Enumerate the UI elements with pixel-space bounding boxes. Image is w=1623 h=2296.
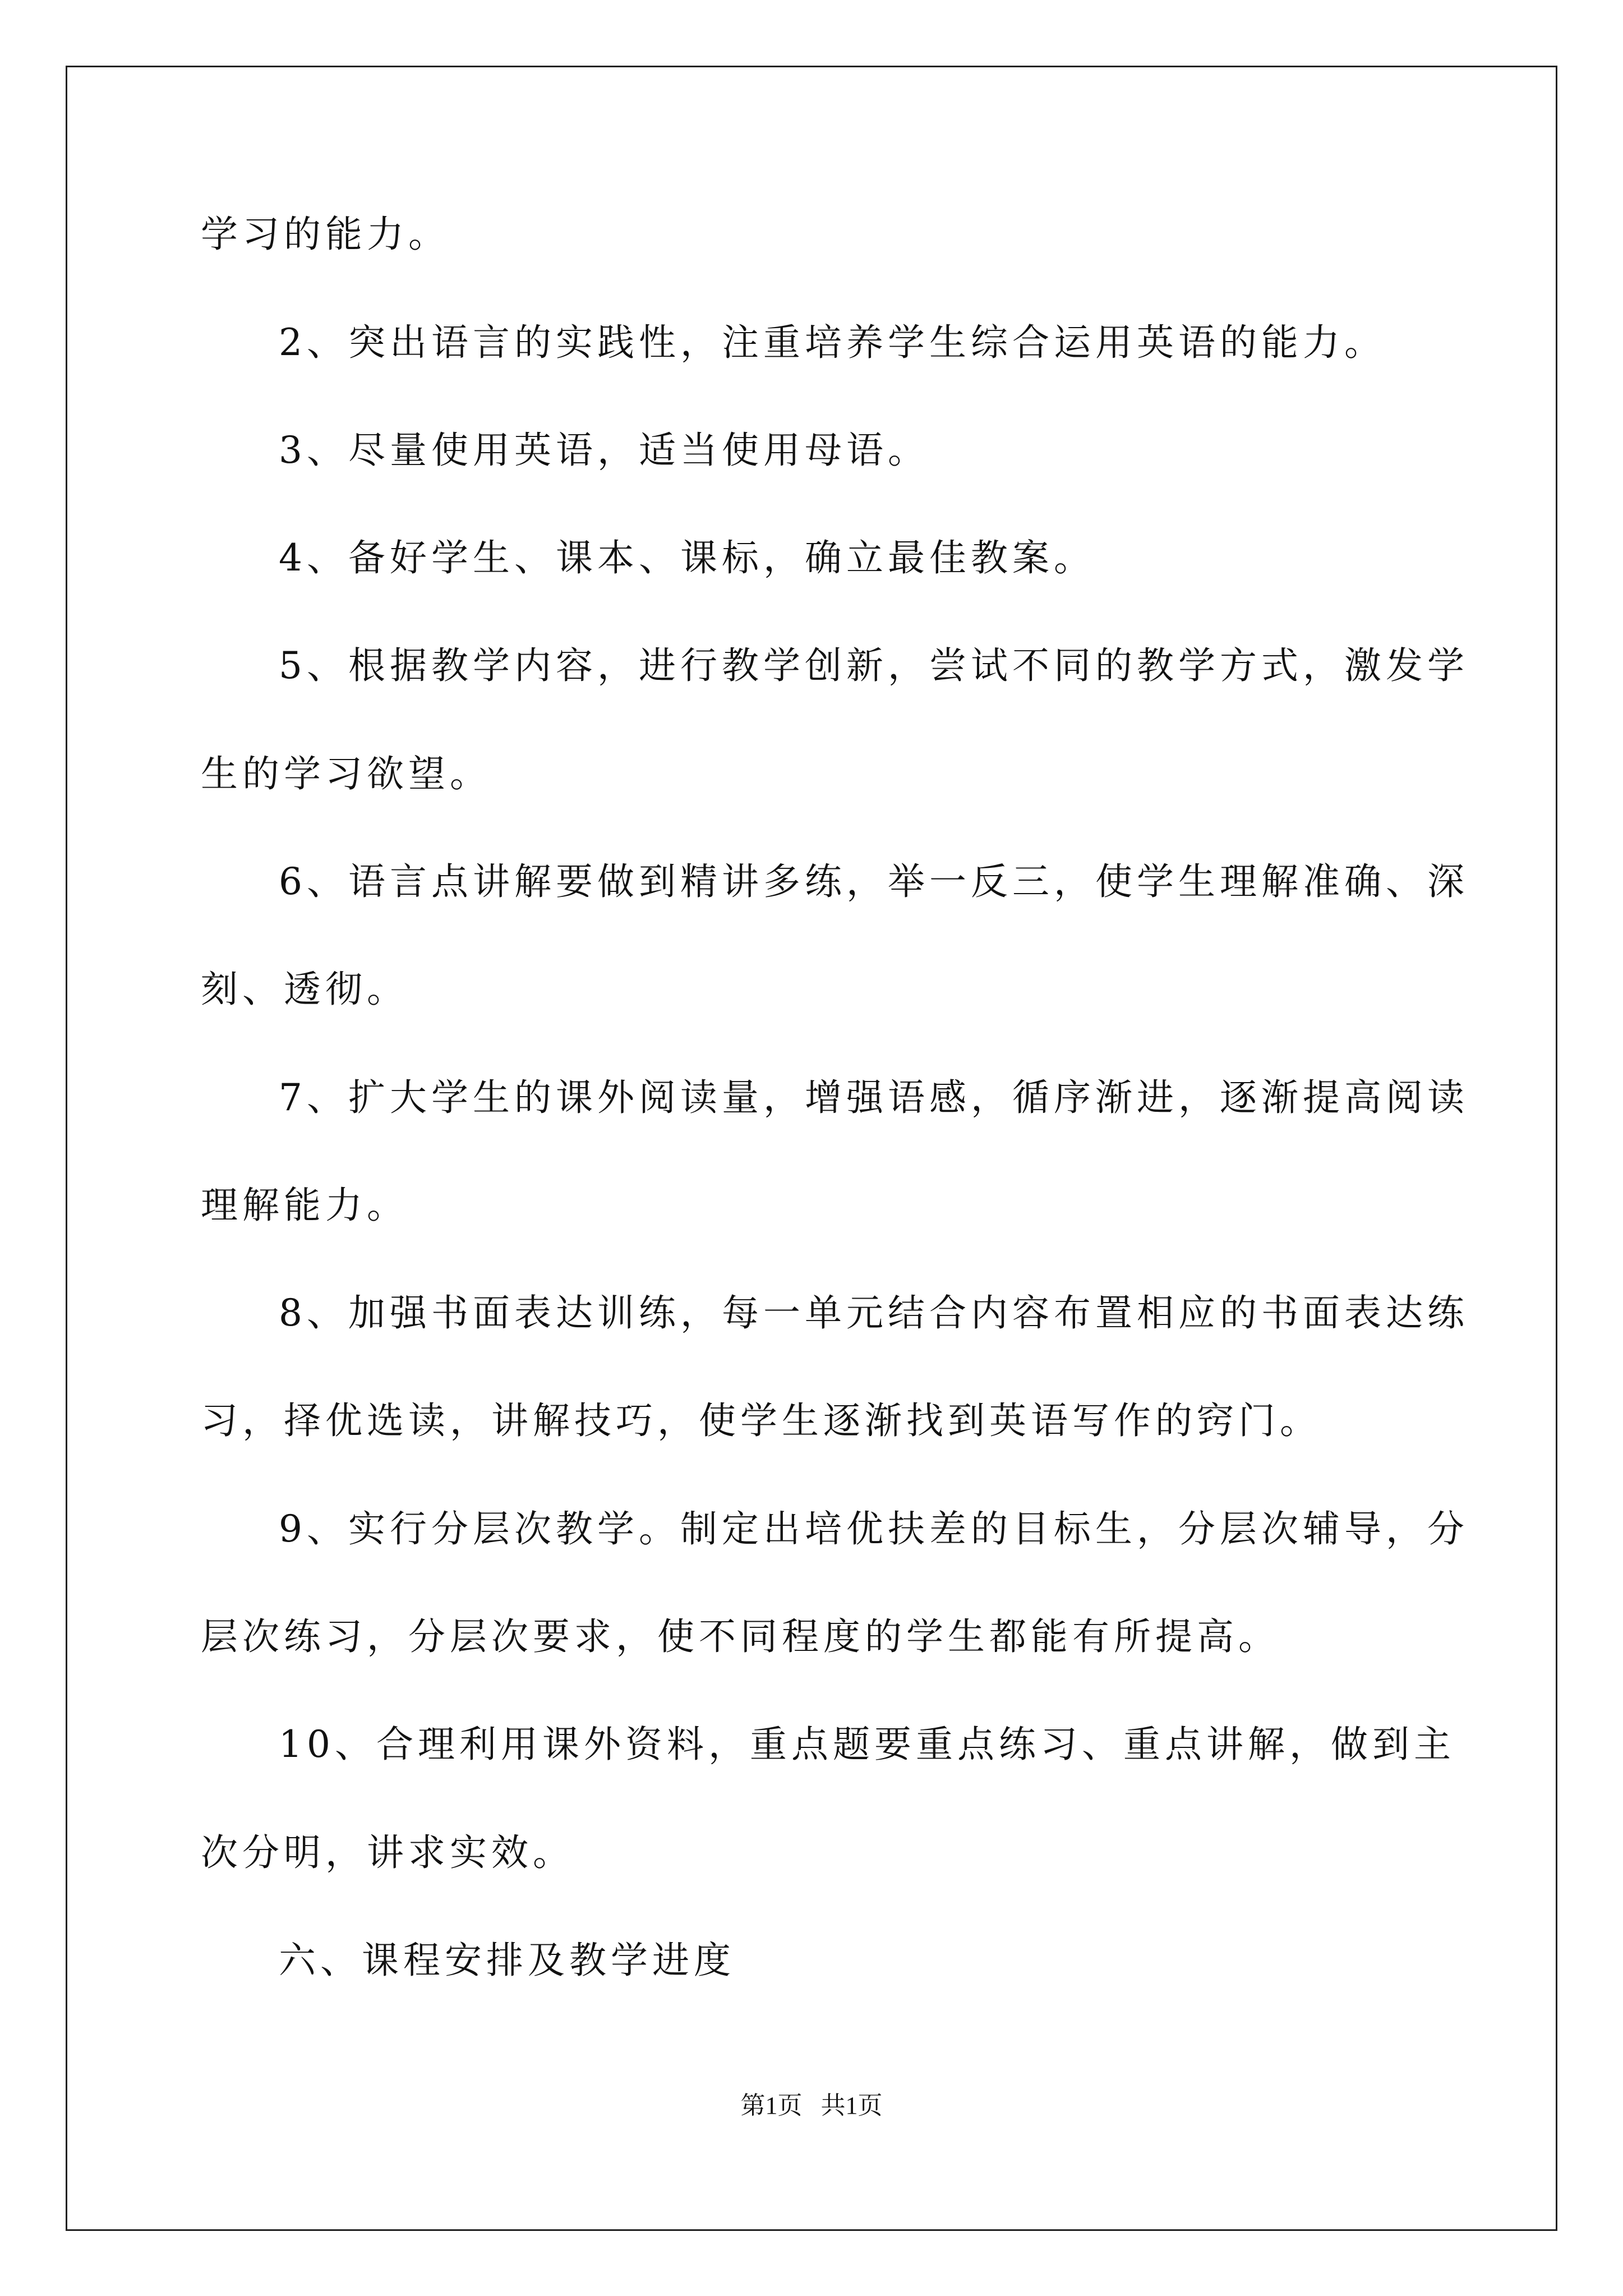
list-item-3: 3、尽量使用英语，适当使用母语。 bbox=[279, 429, 929, 472]
list-item-10-continuation: 次分明，讲求实效。 bbox=[201, 1831, 574, 1874]
list-item-7-continuation: 理解能力。 bbox=[201, 1184, 408, 1227]
list-item-5: 5、根据教学内容，进行教学创新，尝试不同的教学方式，激发学 bbox=[279, 644, 1469, 687]
page-number-footer: 第1页 共1页 bbox=[740, 2092, 883, 2119]
list-item-6-continuation: 刻、透彻。 bbox=[201, 968, 408, 1011]
list-item-4: 4、备好学生、课本、课标，确立最佳教案。 bbox=[279, 536, 1095, 579]
list-item-10: 10、合理利用课外资料，重点题要重点练习、重点讲解，做到主 bbox=[279, 1723, 1455, 1766]
list-item-9-continuation: 层次练习，分层次要求，使不同程度的学生都能有所提高。 bbox=[201, 1615, 1280, 1658]
list-item-5-continuation: 生的学习欲望。 bbox=[201, 752, 491, 795]
section-heading: 六、课程安排及教学进度 bbox=[279, 1939, 735, 1982]
page-border bbox=[66, 66, 1557, 2231]
list-item-6: 6、语言点讲解要做到精讲多练，举一反三，使学生理解准确、深 bbox=[279, 860, 1469, 903]
list-item-7: 7、扩大学生的课外阅读量，增强语感，循序渐进，逐渐提高阅读 bbox=[279, 1076, 1469, 1119]
list-item-9: 9、实行分层次教学。制定出培优扶差的目标生，分层次辅导，分 bbox=[279, 1507, 1469, 1550]
list-item-8: 8、加强书面表达训练，每一单元结合内容布置相应的书面表达练 bbox=[279, 1291, 1469, 1335]
text-line-continuation-1: 学习的能力。 bbox=[201, 213, 450, 256]
list-item-8-continuation: 习，择优选读，讲解技巧，使学生逐渐找到英语写作的窍门。 bbox=[201, 1399, 1321, 1442]
list-item-2: 2、突出语言的实践性，注重培养学生综合运用英语的能力。 bbox=[279, 321, 1386, 364]
